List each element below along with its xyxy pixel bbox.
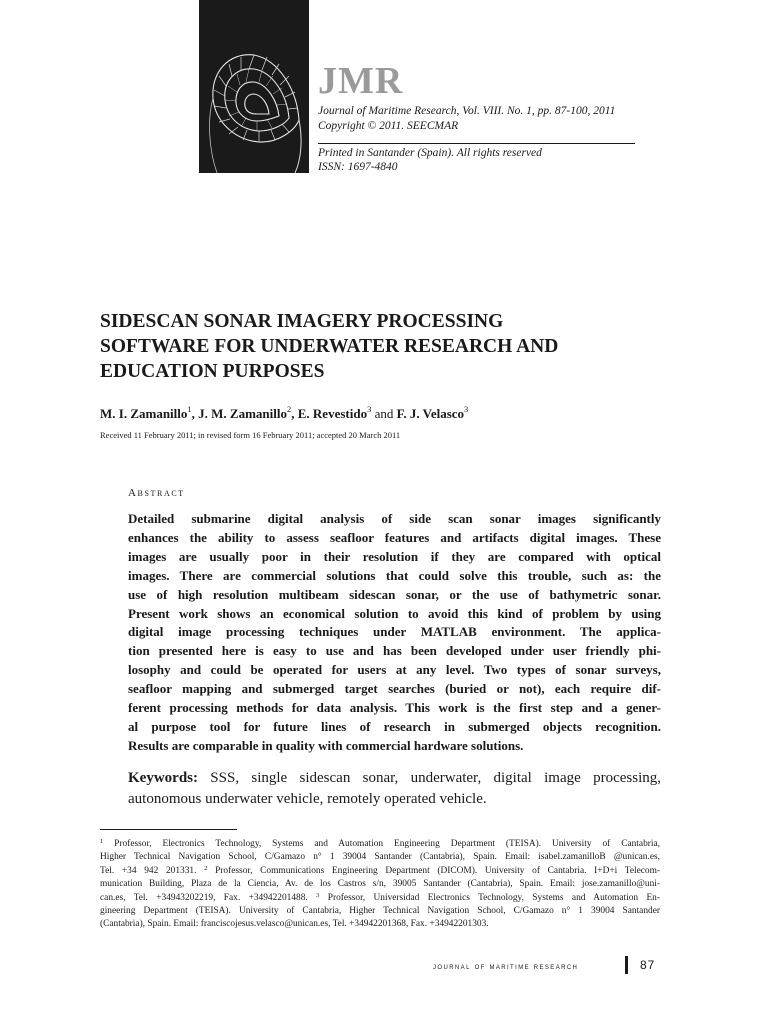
copyright-line: Copyright © 2011. SEECMAR bbox=[318, 120, 459, 132]
footnote-text: can.es, Tel. +34943202219, Fax. +34942201488. bbox=[100, 893, 317, 904]
abstract-line: images. There are commercial solutions that could solve this trouble, such as: the bbox=[128, 567, 661, 583]
abstract-line: al purpose tool for future lines of research in submerged objects recognition. bbox=[128, 718, 661, 734]
abstract-heading: Abstract bbox=[128, 487, 185, 499]
author-list bbox=[100, 404, 468, 422]
page-number: 87 bbox=[640, 958, 656, 972]
footnote-mark: 2 bbox=[204, 865, 208, 873]
author-name: M. I. Zamanillo bbox=[100, 406, 188, 421]
footnote-divider bbox=[100, 829, 237, 830]
printed-line: Printed in Santander (Spain). All rights reserved bbox=[318, 147, 542, 159]
footnote-line bbox=[100, 890, 660, 905]
article-title bbox=[100, 309, 680, 384]
author-affiliation-mark: 1 bbox=[187, 404, 192, 414]
journal-name: Journal of Maritime Research bbox=[318, 105, 457, 117]
title-line: EDUCATION PURPOSES bbox=[100, 361, 325, 382]
footnote-line: (Cantabria), Spain. Email: franciscojesus.velasco@unican.es, Tel. +34942201368, Fax. +34942201303. bbox=[100, 918, 489, 929]
journal-logo-text: JMR bbox=[318, 60, 404, 102]
issn-line: ISSN: 1697-4840 bbox=[318, 161, 398, 173]
footnotes bbox=[100, 836, 660, 930]
author-separator: , bbox=[291, 406, 298, 421]
footnote-text: Professor, Communications Engineering Department (DICOM). University of Cantabria. I+D+i Telecom- bbox=[207, 866, 661, 877]
abstract-line: images are usually poor in their resolution if they are compared with optical bbox=[128, 548, 661, 564]
abstract-line: tion presented here is easy to use and has been developed under user friendly phi- bbox=[128, 643, 661, 659]
abstract-line: ferent processing methods for data analysis. This work is the first step and a gener- bbox=[128, 700, 661, 716]
keywords-line bbox=[128, 768, 661, 789]
abstract-line: enhances the ability to assess seafloor features and artifacts digital images. These bbox=[128, 529, 661, 545]
journal-citation bbox=[318, 106, 615, 118]
abstract-line: digital image processing techniques under MATLAB environment. The applica- bbox=[128, 624, 661, 640]
footnote-line bbox=[100, 863, 660, 878]
abstract-body bbox=[128, 510, 661, 756]
footnote-line: Higher Technical Navigation School, C/Gamazo n° 1 39004 Santander (Cantabria), Spain. Email: isabel.zamanilloB @unican.es, bbox=[100, 851, 660, 862]
footnote-line: gineering Department (TEISA). University of Cantabria, Higher Technical Navigation School, C/Gamazo n° 1 39004 Santander bbox=[100, 905, 660, 916]
abstract-line: use of high resolution multibeam sidescan sonar, or the use of bathymetric sonar. bbox=[128, 586, 661, 602]
author-name: F. J. Velasco bbox=[396, 406, 465, 421]
abstract-line: Results are comparable in quality with commercial hardware solutions. bbox=[128, 737, 524, 753]
received-dates: Received 11 February 2011; in revised form 16 February 2011; accepted 20 March 2011 bbox=[100, 430, 401, 440]
author-name: E. Revestido bbox=[297, 406, 368, 421]
footnote-line bbox=[100, 836, 660, 851]
author-name: J. M. Zamanillo bbox=[198, 406, 287, 421]
footnote-text: Professor, Electronics Technology, Systems and Automation Engineering Department (TEISA). University of Cantabria, bbox=[103, 839, 660, 849]
abstract-line: seafloor mapping and submerged target searches (buried or not), each require dif- bbox=[128, 681, 661, 697]
keywords-text: SSS, single sidescan sonar, underwater, digital image processing, bbox=[198, 770, 661, 786]
author-affiliation-mark: 3 bbox=[464, 404, 469, 414]
author-affiliation-mark: 2 bbox=[287, 404, 292, 414]
footnote-mark: 1 bbox=[100, 838, 104, 845]
abstract-line: losophy and could be operated for users at any level. Two types of sonar surveys, bbox=[128, 662, 661, 678]
abstract-line: Present work shows an economical solution to avoid this kind of problem by using bbox=[128, 605, 661, 621]
footnote-text: Tel. +34 942 201331. bbox=[100, 866, 205, 877]
keywords-label: Keywords: bbox=[128, 770, 198, 786]
header-divider bbox=[318, 143, 635, 144]
footnote-text: Professor, Universidad Electronics Technology, Systems and Automation En- bbox=[319, 893, 660, 904]
shell-logo-image bbox=[199, 0, 309, 173]
running-footer-title: journal of maritime research bbox=[433, 961, 579, 971]
keywords-block bbox=[128, 768, 661, 810]
footnote-mark: 3 bbox=[316, 892, 320, 900]
journal-volume: , Vol. VIII. No. 1, pp. 87-100, 2011 bbox=[456, 105, 616, 117]
keywords-line: autonomous underwater vehicle, remotely operated vehicle. bbox=[128, 791, 487, 807]
title-line: SIDESCAN SONAR IMAGERY PROCESSING bbox=[100, 311, 504, 332]
author-separator: , bbox=[191, 406, 199, 421]
shell-icon bbox=[199, 0, 309, 173]
abstract-line: Detailed submarine digital analysis of side scan sonar images significantly bbox=[128, 511, 661, 526]
footnote-line: munication Building, Plaza de la Ciencia, Av. de los Castros s/n, 39005 Santander (Cantabria), Spain. Email: jose.zamanillo@uni- bbox=[100, 878, 660, 889]
author-separator: and bbox=[371, 406, 397, 421]
title-line: SOFTWARE FOR UNDERWATER RESEARCH AND bbox=[100, 336, 559, 357]
author-affiliation-mark: 3 bbox=[367, 404, 372, 414]
footer-divider-bar bbox=[625, 956, 628, 974]
